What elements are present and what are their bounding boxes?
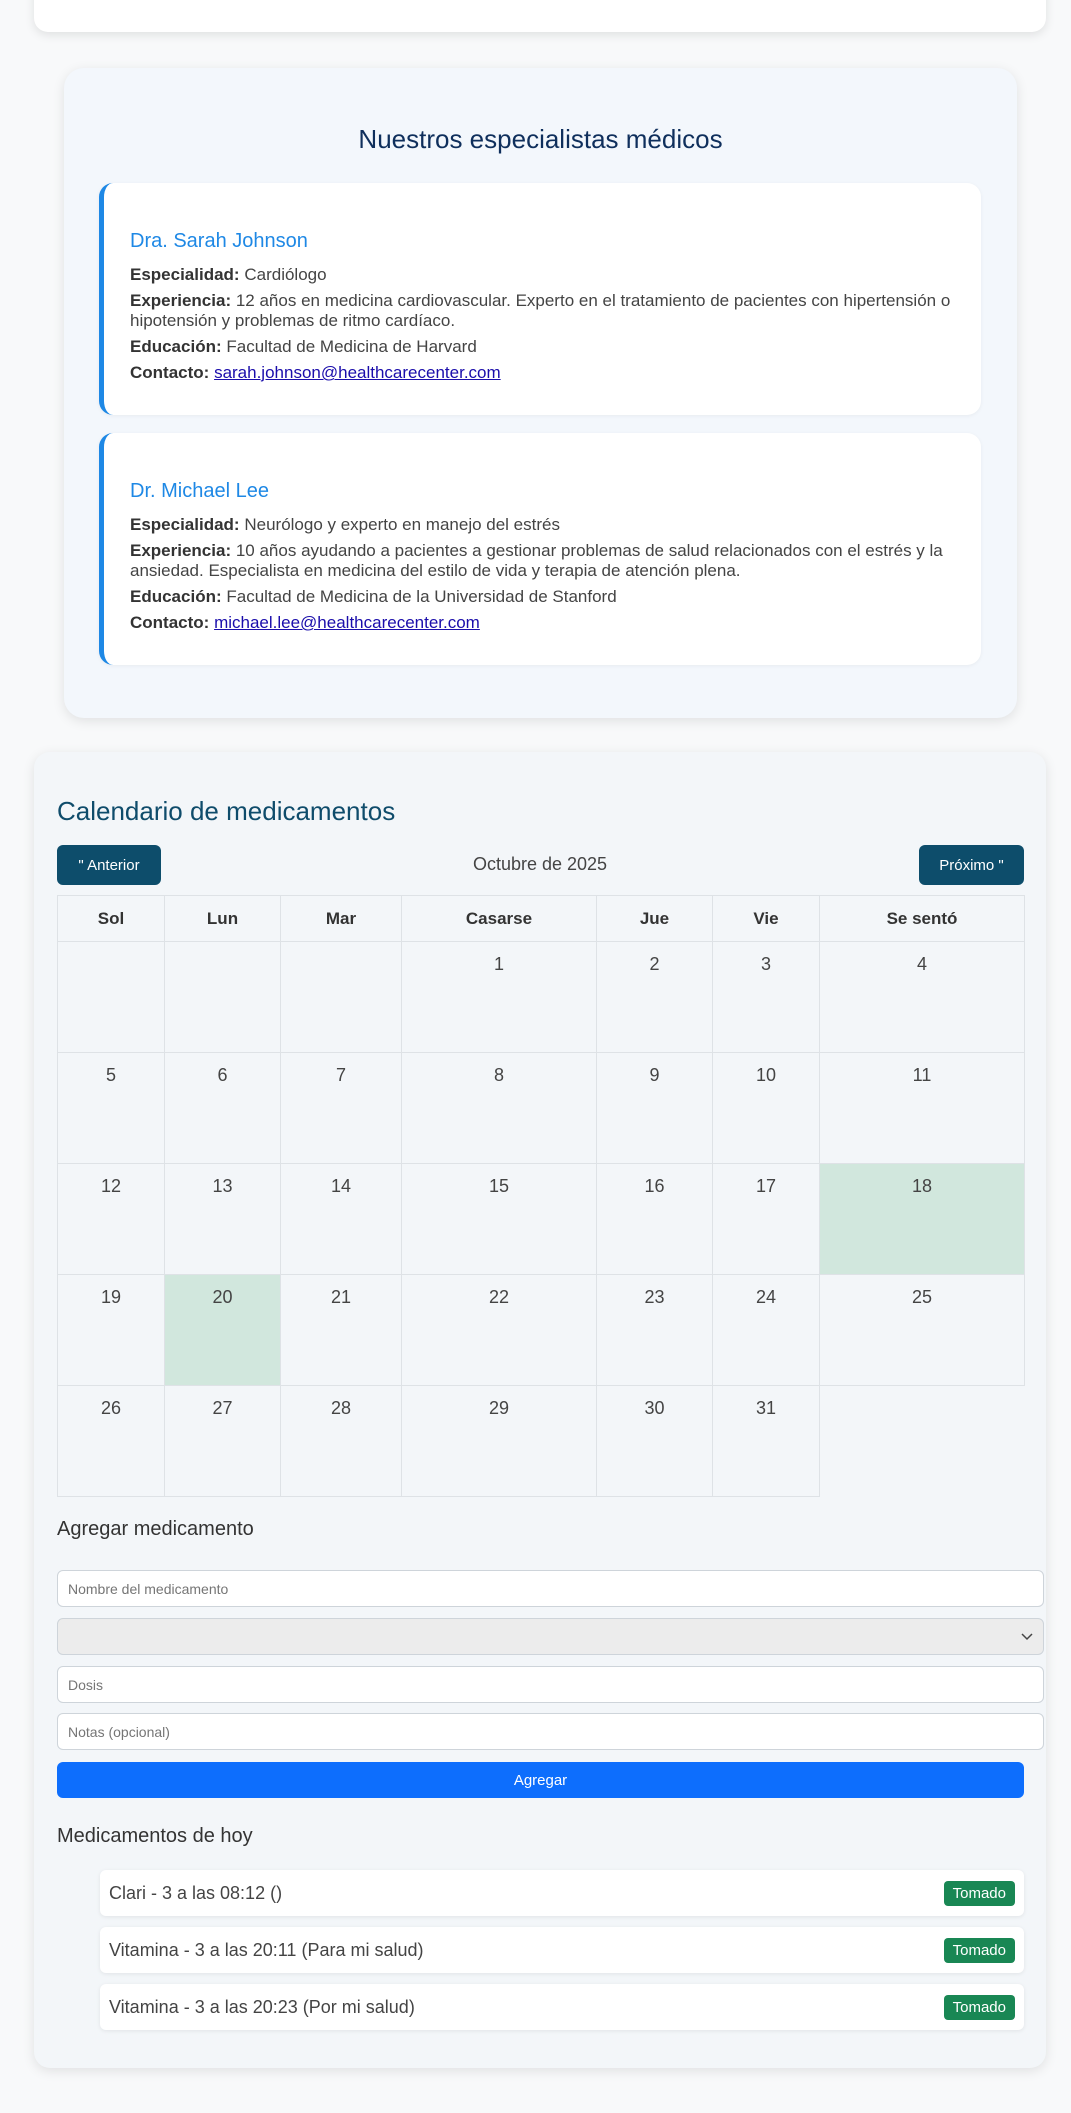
weekday-header: Vie [713,896,820,942]
calendar-week-row [58,1053,1025,1164]
calendar-day[interactable]: 1 [402,942,597,1053]
dose-input[interactable] [57,1666,1044,1703]
medication-select[interactable] [57,1618,1044,1655]
medication-list-item [100,1984,1024,2030]
add-medication-title: Agregar medicamento [57,1518,254,1540]
calendar-day[interactable]: 19 [58,1275,165,1386]
weekday-header-row [58,896,1025,942]
specialists-title: Nuestros especialistas médicos [358,124,723,154]
doctor-name: Dra. Sarah Johnson [130,230,308,252]
previous-month-button[interactable]: " Anterior [57,845,161,885]
calendar-title: Calendario de medicamentos [57,796,396,826]
calendar-day-empty [58,942,165,1053]
calendar-day[interactable]: 2 [597,942,713,1053]
month-label: Octubre de 2025 [472,854,608,874]
calendar-day[interactable]: 17 [713,1164,820,1275]
calendar-day[interactable]: 13 [165,1164,281,1275]
doctor-email-link[interactable]: michael.lee@healthcarecenter.com [214,613,480,632]
calendar-day[interactable]: 14 [281,1164,402,1275]
calendar-day[interactable]: 15 [402,1164,597,1275]
top-card [34,0,1046,32]
doctor-specialty: Especialidad: Neurólogo y experto en manejo del estrés [130,515,560,534]
calendar-day[interactable]: 24 [713,1275,820,1386]
calendar-day[interactable]: 26 [58,1386,165,1497]
medication-text: Clari - 3 a las 08:12 () [109,1882,283,1903]
calendar-day[interactable]: 10 [713,1053,820,1164]
calendar-day[interactable]: 25 [820,1275,1025,1386]
calendar-grid [57,895,1025,1497]
calendar-day[interactable]: 16 [597,1164,713,1275]
doctor-education: Educación: Facultad de Medicina de Harvard [130,337,477,356]
notes-input[interactable] [57,1713,1044,1750]
calendar-day[interactable]: 11 [820,1053,1025,1164]
calendar-day[interactable]: 12 [58,1164,165,1275]
weekday-header: Sol [58,896,165,942]
weekday-header: Casarse [402,896,597,942]
calendar-week-row [58,1164,1025,1275]
status-badge: Tomado [944,1938,1015,1963]
doctor-name: Dr. Michael Lee [130,480,269,502]
calendar-day[interactable]: 21 [281,1275,402,1386]
calendar-week-row [58,1275,1025,1386]
calendar-day-empty [281,942,402,1053]
calendar-day[interactable]: 8 [402,1053,597,1164]
calendar-day[interactable]: 30 [597,1386,713,1497]
medication-calendar-section [34,752,1046,2068]
calendar-day[interactable]: 31 [713,1386,820,1497]
calendar-day[interactable]: 20 [165,1275,281,1386]
calendar-day[interactable]: 3 [713,942,820,1053]
status-badge: Tomado [944,1995,1015,2020]
medication-text: Vitamina - 3 a las 20:11 (Para mi salud) [109,1939,424,1960]
doctor-card [99,183,981,415]
doctor-email-link[interactable]: sarah.johnson@healthcarecenter.com [214,363,501,382]
next-month-button[interactable]: Próximo " [919,845,1024,885]
status-badge: Tomado [944,1881,1015,1906]
doctor-contact: Contacto: michael.lee@healthcarecenter.com [130,613,480,632]
weekday-header: Jue [597,896,713,942]
doctor-contact: Contacto: sarah.johnson@healthcarecenter.com [130,363,501,382]
calendar-week-row [58,1386,1025,1497]
doctor-specialty: Especialidad: Cardiólogo [130,265,327,284]
calendar-day[interactable]: 7 [281,1053,402,1164]
calendar-day-empty [165,942,281,1053]
doctor-education: Educación: Facultad de Medicina de la Universidad de Stanford [130,587,617,606]
doctor-experience: Experiencia: 10 años ayudando a pacientes a gestionar problemas de salud relacionados con el estrés y la ansiedad. Especialista en medicina del estilo de vida y terapia de atención plena. [130,541,943,580]
chevron-down-icon [1021,1633,1033,1641]
calendar-day[interactable]: 22 [402,1275,597,1386]
calendar-day[interactable]: 6 [165,1053,281,1164]
doctor-card [99,433,981,665]
calendar-day[interactable]: 23 [597,1275,713,1386]
specialists-section [64,68,1017,718]
weekday-header: Mar [281,896,402,942]
add-medication-button[interactable]: Agregar [57,1762,1024,1798]
calendar-day[interactable]: 4 [820,942,1025,1053]
calendar-day[interactable]: 5 [58,1053,165,1164]
medication-list-item [100,1870,1024,1916]
weekday-header: Lun [165,896,281,942]
weekday-header: Se sentó [820,896,1025,942]
calendar-day[interactable]: 27 [165,1386,281,1497]
today-medications-title: Medicamentos de hoy [57,1825,253,1847]
calendar-day[interactable]: 9 [597,1053,713,1164]
calendar-week-row [58,942,1025,1053]
calendar-day[interactable]: 18 [820,1164,1025,1275]
calendar-day[interactable]: 29 [402,1386,597,1497]
medication-list-item [100,1927,1024,1973]
doctor-experience: Experiencia: 12 años en medicina cardiovascular. Experto en el tratamiento de pacientes con hipertensión o hipotensión y problemas de ritmo cardíaco. [130,291,951,330]
calendar-day[interactable]: 28 [281,1386,402,1497]
calendar-day-empty [820,1386,1025,1497]
medication-name-input[interactable] [57,1570,1044,1607]
medication-text: Vitamina - 3 a las 20:23 (Por mi salud) [109,1996,415,2017]
